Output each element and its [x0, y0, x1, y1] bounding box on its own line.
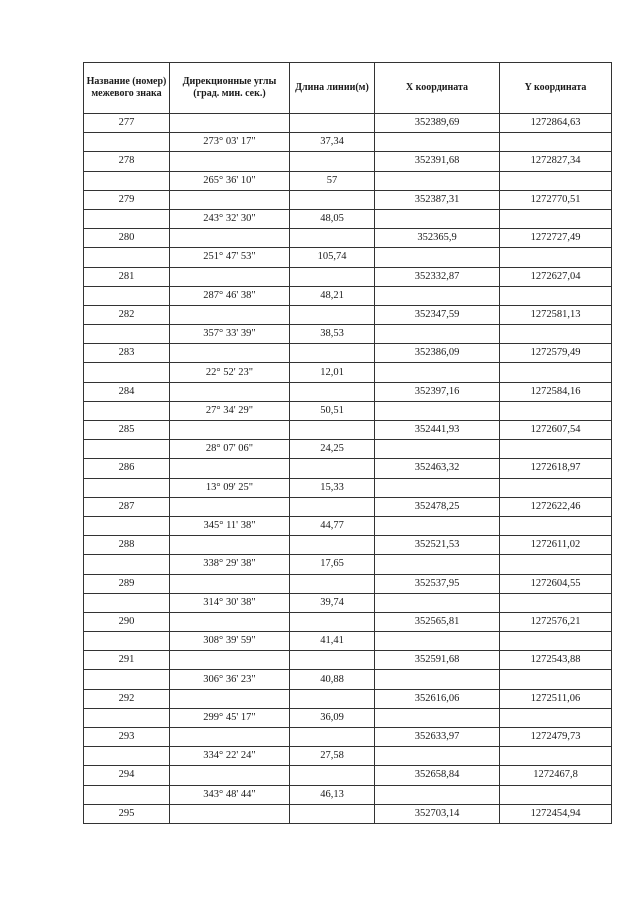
- point-name: 277: [84, 114, 170, 133]
- empty-cell: [290, 267, 375, 286]
- segment-row: [84, 325, 612, 344]
- direction-angle: 251° 47' 53": [170, 248, 290, 267]
- empty-cell: [84, 478, 170, 497]
- segment-row: [84, 747, 612, 766]
- line-length: 105,74: [290, 248, 375, 267]
- line-length: 41,41: [290, 632, 375, 651]
- empty-cell: [290, 728, 375, 747]
- empty-cell: [375, 440, 500, 459]
- empty-cell: [290, 574, 375, 593]
- empty-cell: [375, 516, 500, 535]
- empty-cell: [500, 708, 612, 727]
- direction-angle: 287° 46' 38": [170, 286, 290, 305]
- empty-cell: [170, 574, 290, 593]
- empty-cell: [290, 190, 375, 209]
- point-row: [84, 689, 612, 708]
- empty-cell: [500, 670, 612, 689]
- line-length: 46,13: [290, 785, 375, 804]
- direction-angle: 13° 09' 25": [170, 478, 290, 497]
- header-length: Длина линии(м): [290, 63, 375, 114]
- segment-row: [84, 632, 612, 651]
- x-coordinate: 352703,14: [375, 804, 500, 823]
- point-name: 285: [84, 421, 170, 440]
- segment-row: [84, 593, 612, 612]
- line-length: 38,53: [290, 325, 375, 344]
- y-coordinate: 1272727,49: [500, 229, 612, 248]
- line-length: 50,51: [290, 401, 375, 420]
- empty-cell: [170, 766, 290, 785]
- segment-row: [84, 209, 612, 228]
- empty-cell: [290, 804, 375, 823]
- point-row: [84, 497, 612, 516]
- point-name: 281: [84, 267, 170, 286]
- point-row: [84, 267, 612, 286]
- empty-cell: [290, 229, 375, 248]
- x-coordinate: 352537,95: [375, 574, 500, 593]
- empty-cell: [375, 670, 500, 689]
- empty-cell: [170, 459, 290, 478]
- segment-row: [84, 286, 612, 305]
- empty-cell: [290, 651, 375, 670]
- empty-cell: [290, 497, 375, 516]
- point-name: 280: [84, 229, 170, 248]
- line-length: 15,33: [290, 478, 375, 497]
- direction-angle: 345° 11' 38": [170, 516, 290, 535]
- x-coordinate: 352478,25: [375, 497, 500, 516]
- direction-angle: 306° 36' 23": [170, 670, 290, 689]
- point-name: 293: [84, 728, 170, 747]
- empty-cell: [375, 747, 500, 766]
- point-row: [84, 574, 612, 593]
- x-coordinate: 352386,09: [375, 344, 500, 363]
- empty-cell: [375, 248, 500, 267]
- segment-row: [84, 248, 612, 267]
- segment-row: [84, 670, 612, 689]
- empty-cell: [290, 152, 375, 171]
- y-coordinate: 1272607,54: [500, 421, 612, 440]
- empty-cell: [170, 728, 290, 747]
- point-name: 287: [84, 497, 170, 516]
- point-row: [84, 804, 612, 823]
- x-coordinate: 352391,68: [375, 152, 500, 171]
- empty-cell: [290, 421, 375, 440]
- coordinates-table: [83, 62, 612, 824]
- empty-cell: [170, 114, 290, 133]
- empty-cell: [500, 133, 612, 152]
- direction-angle: 27° 34' 29": [170, 401, 290, 420]
- line-length: 27,58: [290, 747, 375, 766]
- empty-cell: [84, 286, 170, 305]
- empty-cell: [375, 171, 500, 190]
- direction-angle: 299° 45' 17": [170, 708, 290, 727]
- line-length: 57: [290, 171, 375, 190]
- point-row: [84, 305, 612, 324]
- x-coordinate: 352463,32: [375, 459, 500, 478]
- empty-cell: [84, 670, 170, 689]
- y-coordinate: 1272864,63: [500, 114, 612, 133]
- line-length: 12,01: [290, 363, 375, 382]
- segment-row: [84, 555, 612, 574]
- empty-cell: [375, 401, 500, 420]
- x-coordinate: 352389,69: [375, 114, 500, 133]
- empty-cell: [375, 133, 500, 152]
- empty-cell: [500, 440, 612, 459]
- empty-cell: [170, 804, 290, 823]
- empty-cell: [375, 785, 500, 804]
- point-name: 289: [84, 574, 170, 593]
- y-coordinate: 1272581,13: [500, 305, 612, 324]
- empty-cell: [290, 689, 375, 708]
- empty-cell: [84, 171, 170, 190]
- y-coordinate: 1272622,46: [500, 497, 612, 516]
- empty-cell: [375, 593, 500, 612]
- line-length: 37,34: [290, 133, 375, 152]
- segment-row: [84, 133, 612, 152]
- direction-angle: 357° 33' 39": [170, 325, 290, 344]
- segment-row: [84, 171, 612, 190]
- empty-cell: [170, 190, 290, 209]
- empty-cell: [500, 555, 612, 574]
- y-coordinate: 1272584,16: [500, 382, 612, 401]
- x-coordinate: 352365,9: [375, 229, 500, 248]
- empty-cell: [500, 632, 612, 651]
- empty-cell: [375, 632, 500, 651]
- empty-cell: [84, 593, 170, 612]
- empty-cell: [84, 747, 170, 766]
- empty-cell: [170, 305, 290, 324]
- line-length: 40,88: [290, 670, 375, 689]
- empty-cell: [290, 766, 375, 785]
- segment-row: [84, 363, 612, 382]
- empty-cell: [290, 344, 375, 363]
- empty-cell: [84, 133, 170, 152]
- point-row: [84, 152, 612, 171]
- point-row: [84, 190, 612, 209]
- empty-cell: [170, 421, 290, 440]
- x-coordinate: 352332,87: [375, 267, 500, 286]
- point-row: [84, 651, 612, 670]
- y-coordinate: 1272827,34: [500, 152, 612, 171]
- empty-cell: [84, 440, 170, 459]
- empty-cell: [170, 344, 290, 363]
- line-length: 24,25: [290, 440, 375, 459]
- empty-cell: [170, 612, 290, 631]
- empty-cell: [84, 555, 170, 574]
- line-length: 44,77: [290, 516, 375, 535]
- point-row: [84, 421, 612, 440]
- direction-angle: 334° 22' 24": [170, 747, 290, 766]
- empty-cell: [375, 325, 500, 344]
- x-coordinate: 352565,81: [375, 612, 500, 631]
- point-name: 288: [84, 536, 170, 555]
- empty-cell: [290, 536, 375, 555]
- empty-cell: [375, 478, 500, 497]
- direction-angle: 343° 48' 44": [170, 785, 290, 804]
- direction-angle: 22° 52' 23": [170, 363, 290, 382]
- point-row: [84, 229, 612, 248]
- empty-cell: [500, 325, 612, 344]
- empty-cell: [500, 747, 612, 766]
- segment-row: [84, 478, 612, 497]
- empty-cell: [84, 363, 170, 382]
- point-name: 295: [84, 804, 170, 823]
- header-angle: Дирекционные углы (град. мин. сек.): [170, 63, 290, 114]
- empty-cell: [170, 689, 290, 708]
- x-coordinate: 352658,84: [375, 766, 500, 785]
- point-row: [84, 536, 612, 555]
- point-name: 278: [84, 152, 170, 171]
- segment-row: [84, 440, 612, 459]
- point-row: [84, 114, 612, 133]
- y-coordinate: 1272454,94: [500, 804, 612, 823]
- empty-cell: [375, 708, 500, 727]
- direction-angle: 308° 39' 59": [170, 632, 290, 651]
- empty-cell: [500, 171, 612, 190]
- point-name: 292: [84, 689, 170, 708]
- empty-cell: [375, 363, 500, 382]
- empty-cell: [500, 516, 612, 535]
- x-coordinate: 352616,06: [375, 689, 500, 708]
- empty-cell: [84, 516, 170, 535]
- x-coordinate: 352441,93: [375, 421, 500, 440]
- point-name: 291: [84, 651, 170, 670]
- y-coordinate: 1272579,49: [500, 344, 612, 363]
- table-header-row: [84, 63, 612, 114]
- segment-row: [84, 401, 612, 420]
- point-name: 286: [84, 459, 170, 478]
- x-coordinate: 352591,68: [375, 651, 500, 670]
- empty-cell: [500, 401, 612, 420]
- empty-cell: [84, 248, 170, 267]
- empty-cell: [84, 209, 170, 228]
- direction-angle: 265° 36' 10": [170, 171, 290, 190]
- line-length: 17,65: [290, 555, 375, 574]
- point-row: [84, 612, 612, 631]
- point-name: 282: [84, 305, 170, 324]
- line-length: 36,09: [290, 708, 375, 727]
- y-coordinate: 1272576,21: [500, 612, 612, 631]
- header-name: Название (номер) межевого знака: [84, 63, 170, 114]
- point-name: 283: [84, 344, 170, 363]
- y-coordinate: 1272770,51: [500, 190, 612, 209]
- point-name: 284: [84, 382, 170, 401]
- empty-cell: [290, 459, 375, 478]
- empty-cell: [500, 286, 612, 305]
- point-name: 290: [84, 612, 170, 631]
- direction-angle: 338° 29' 38": [170, 555, 290, 574]
- header-y: Y координата: [500, 63, 612, 114]
- y-coordinate: 1272511,06: [500, 689, 612, 708]
- empty-cell: [375, 286, 500, 305]
- empty-cell: [170, 152, 290, 171]
- empty-cell: [170, 382, 290, 401]
- y-coordinate: 1272543,88: [500, 651, 612, 670]
- point-name: 279: [84, 190, 170, 209]
- empty-cell: [500, 209, 612, 228]
- table-body: [84, 114, 612, 824]
- empty-cell: [84, 632, 170, 651]
- line-length: 48,21: [290, 286, 375, 305]
- empty-cell: [500, 248, 612, 267]
- direction-angle: 314° 30' 38": [170, 593, 290, 612]
- segment-row: [84, 516, 612, 535]
- point-row: [84, 728, 612, 747]
- empty-cell: [84, 708, 170, 727]
- empty-cell: [290, 382, 375, 401]
- header-x: X координата: [375, 63, 500, 114]
- empty-cell: [170, 651, 290, 670]
- empty-cell: [170, 229, 290, 248]
- y-coordinate: 1272611,02: [500, 536, 612, 555]
- empty-cell: [375, 555, 500, 574]
- segment-row: [84, 785, 612, 804]
- direction-angle: 273° 03' 17": [170, 133, 290, 152]
- direction-angle: 243° 32' 30": [170, 209, 290, 228]
- x-coordinate: 352387,31: [375, 190, 500, 209]
- x-coordinate: 352633,97: [375, 728, 500, 747]
- point-row: [84, 459, 612, 478]
- y-coordinate: 1272618,97: [500, 459, 612, 478]
- empty-cell: [84, 401, 170, 420]
- point-row: [84, 766, 612, 785]
- point-row: [84, 344, 612, 363]
- empty-cell: [500, 363, 612, 382]
- point-name: 294: [84, 766, 170, 785]
- x-coordinate: 352347,59: [375, 305, 500, 324]
- point-row: [84, 382, 612, 401]
- empty-cell: [290, 114, 375, 133]
- empty-cell: [290, 612, 375, 631]
- x-coordinate: 352521,53: [375, 536, 500, 555]
- direction-angle: 28° 07' 06": [170, 440, 290, 459]
- empty-cell: [500, 785, 612, 804]
- empty-cell: [170, 536, 290, 555]
- empty-cell: [170, 497, 290, 516]
- empty-cell: [500, 478, 612, 497]
- empty-cell: [84, 785, 170, 804]
- y-coordinate: 1272627,04: [500, 267, 612, 286]
- empty-cell: [375, 209, 500, 228]
- y-coordinate: 1272479,73: [500, 728, 612, 747]
- y-coordinate: 1272604,55: [500, 574, 612, 593]
- empty-cell: [170, 267, 290, 286]
- empty-cell: [290, 305, 375, 324]
- line-length: 39,74: [290, 593, 375, 612]
- empty-cell: [84, 325, 170, 344]
- line-length: 48,05: [290, 209, 375, 228]
- x-coordinate: 352397,16: [375, 382, 500, 401]
- y-coordinate: 1272467,8: [500, 766, 612, 785]
- empty-cell: [500, 593, 612, 612]
- segment-row: [84, 708, 612, 727]
